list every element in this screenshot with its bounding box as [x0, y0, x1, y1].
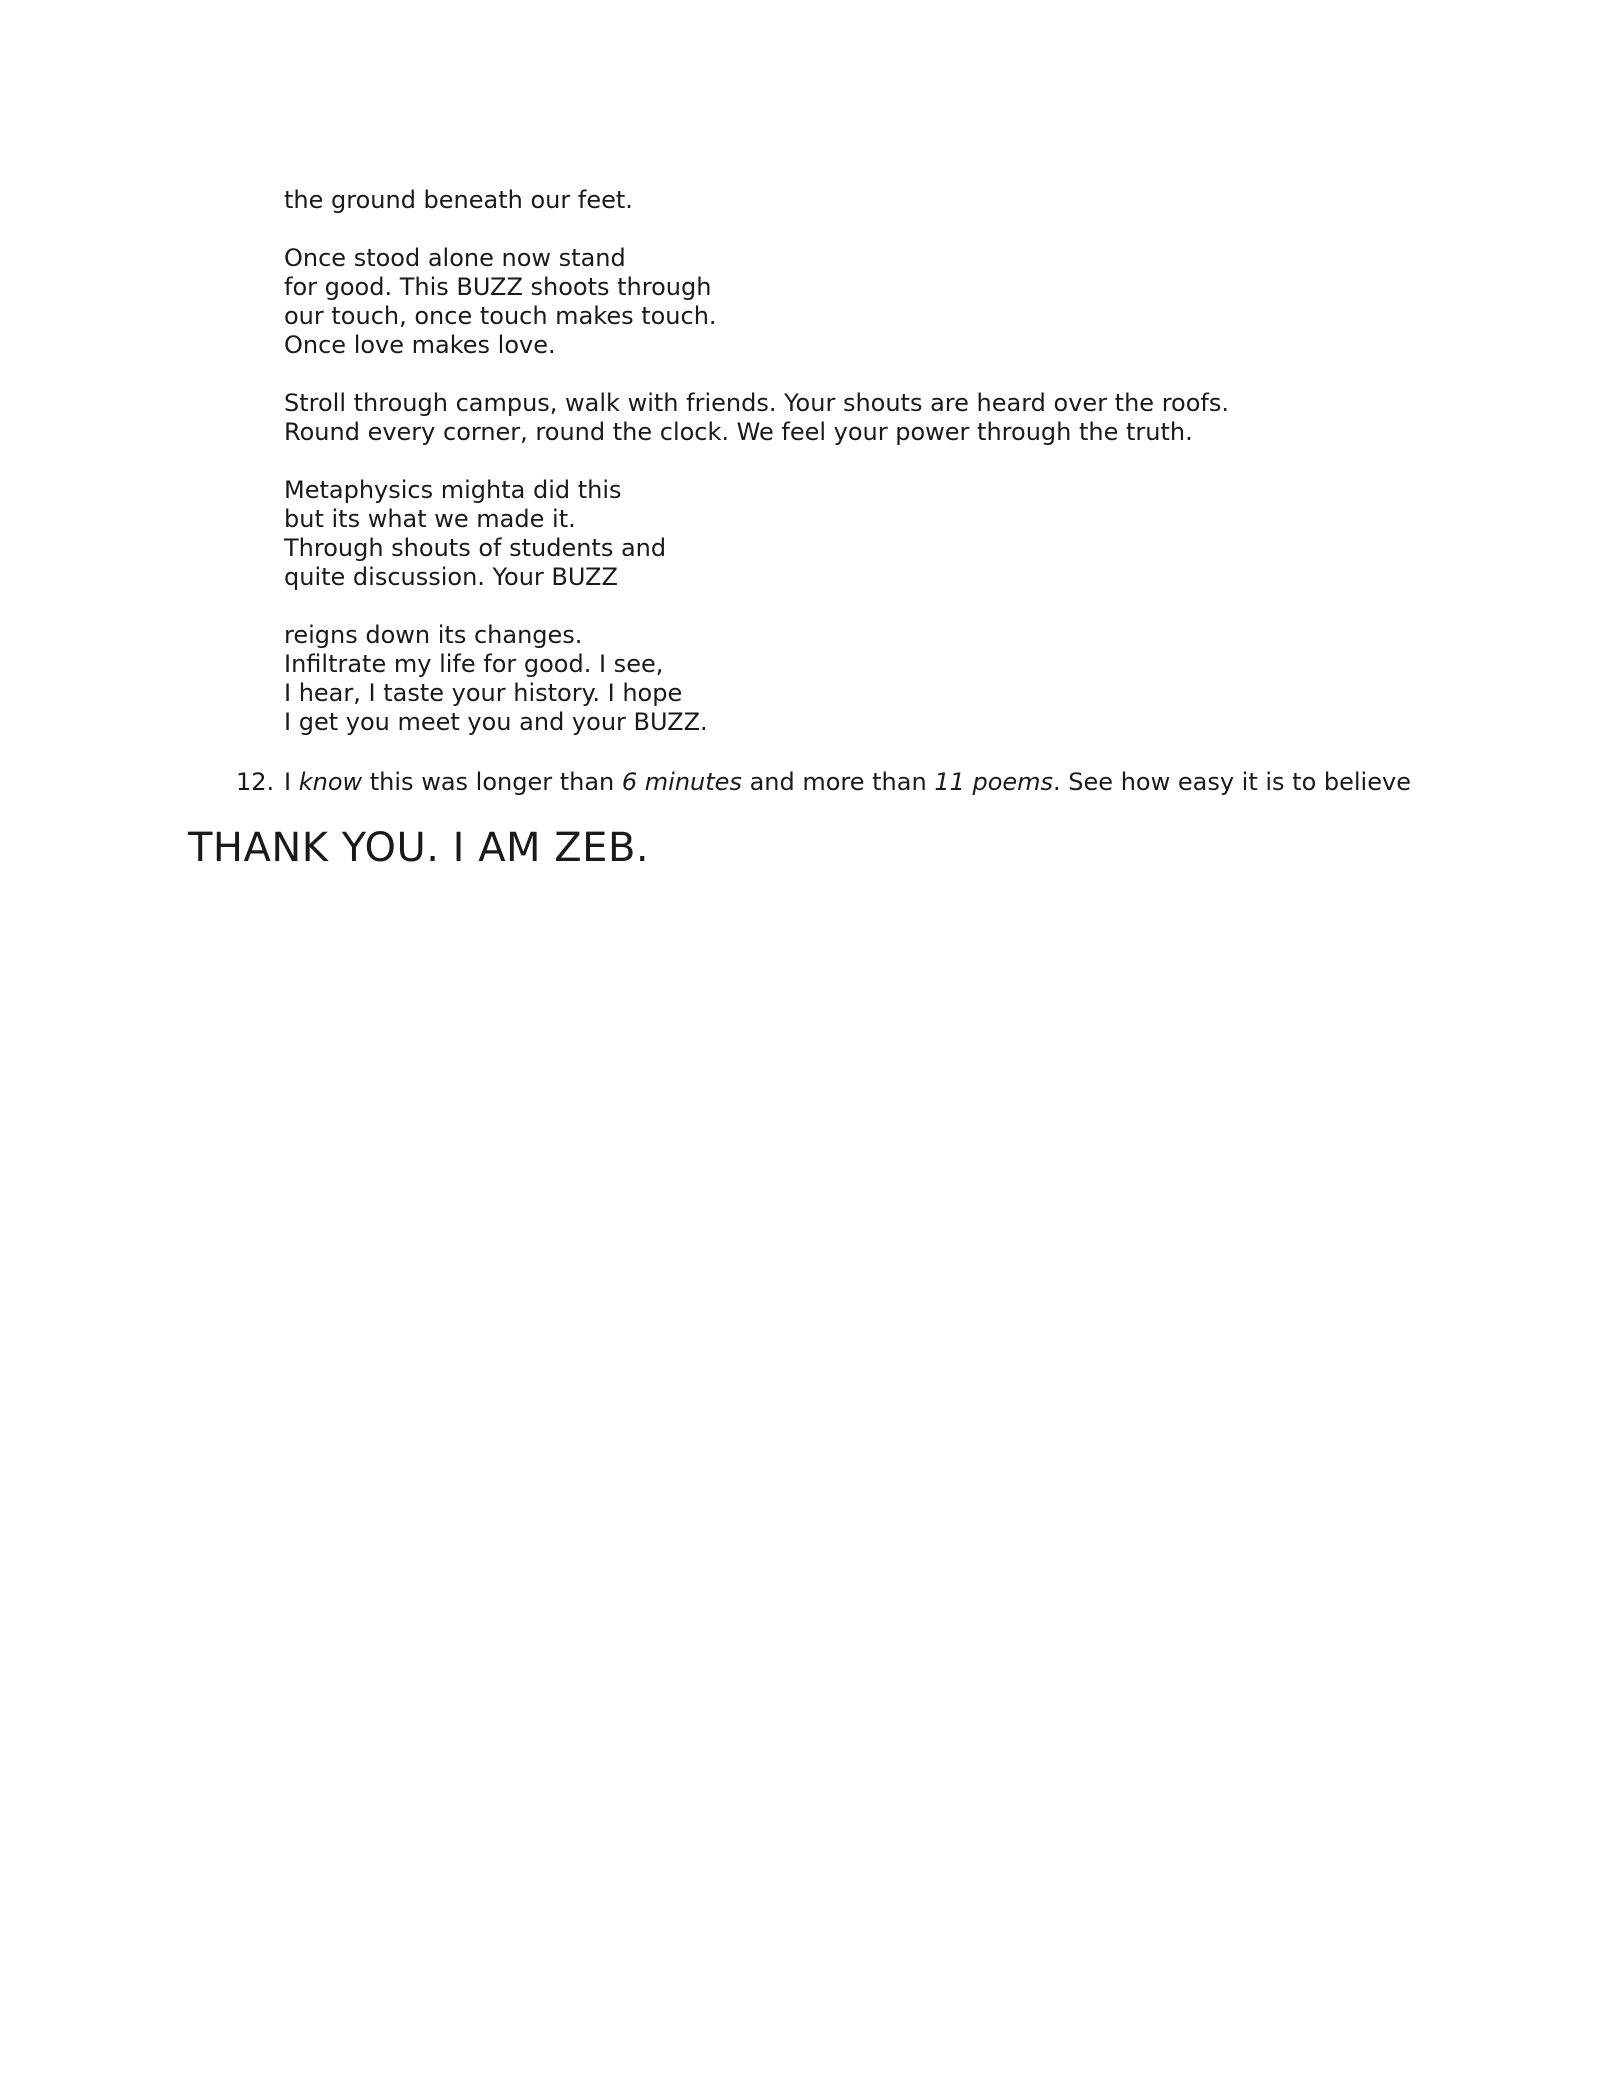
stanza-2: [284, 244, 1484, 360]
poem-line: Metaphysics mighta did this: [284, 476, 622, 504]
poem-line: Stroll through campus, walk with friends. Your shouts are heard over the roofs.: [284, 389, 1229, 417]
closing-heading: THANK YOU. I AM ZEB.: [188, 825, 650, 871]
poem-line: I get you meet you and your BUZZ.: [284, 708, 708, 736]
stanza-4: [284, 476, 1484, 592]
poem-line: our touch, once touch makes touch.: [284, 302, 717, 330]
poem: [284, 186, 1484, 766]
poem-line: but its what we made it.: [284, 505, 576, 533]
emphasis-text: 11 poems: [934, 768, 1054, 796]
list-item-number: 12.: [236, 768, 275, 796]
poem-line: Through shouts of students and: [284, 534, 667, 562]
poem-line: Infiltrate my life for good. I see,: [284, 650, 664, 678]
poem-line: quite discussion. Your BUZZ: [284, 563, 618, 591]
list-item-text: and more than: [741, 768, 935, 796]
poem-line: Round every corner, round the clock. We feel your power through the truth.: [284, 418, 1193, 446]
stanza-5: [284, 621, 1484, 737]
poem-line: the ground beneath our feet.: [284, 186, 633, 214]
stanza-1: [284, 186, 1484, 215]
poem-line: Once stood alone now stand: [284, 244, 626, 272]
emphasis-text: 6 minutes: [621, 768, 742, 796]
poem-line: for good. This BUZZ shoots through: [284, 273, 712, 301]
emphasis-text: know: [298, 768, 363, 796]
list-item-text: . See how easy it is to believe: [1053, 768, 1411, 796]
list-item-text: I: [284, 768, 299, 796]
list-item-text: this was longer than: [362, 768, 622, 796]
stanza-3: [284, 389, 1484, 447]
poem-line: I hear, I taste your history. I hope: [284, 679, 683, 707]
poem-line: reigns down its changes.: [284, 621, 583, 649]
list-item-12: [236, 768, 1411, 797]
poem-line: Once love makes love.: [284, 331, 556, 359]
